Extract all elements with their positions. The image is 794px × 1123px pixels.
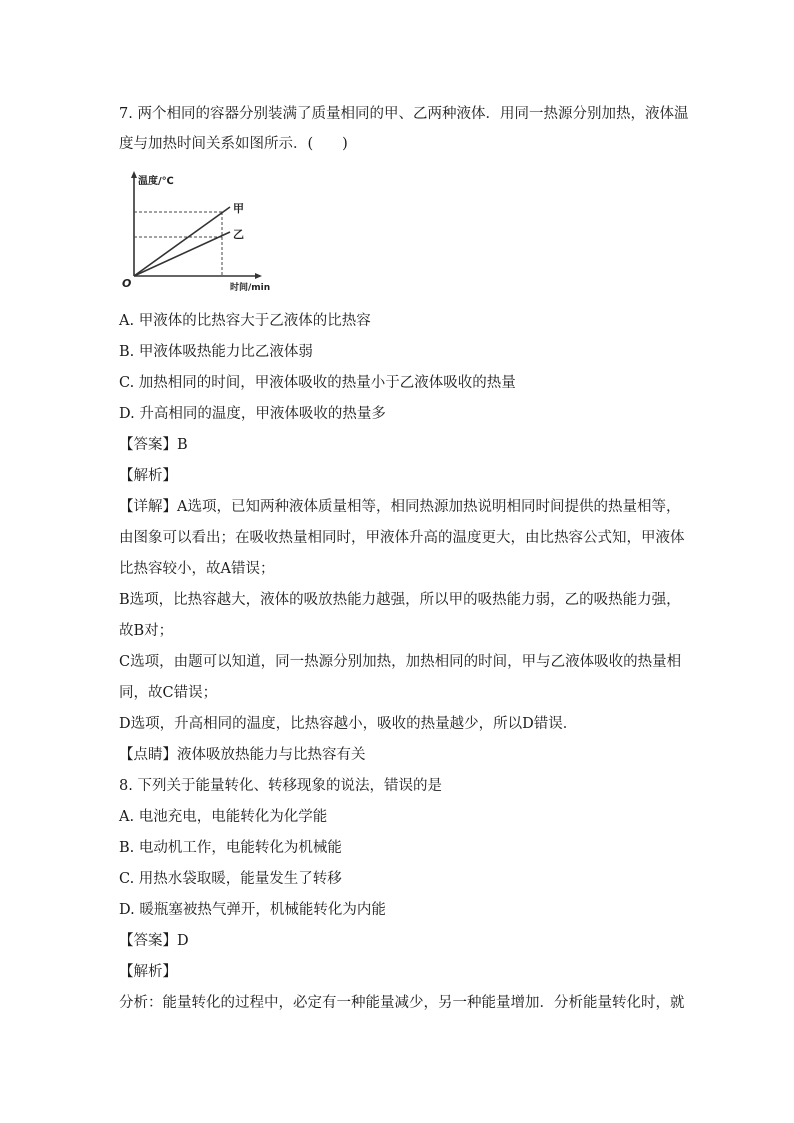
q7-detail-line2: 由图象可以看出；在吸收热量相同时，甲液体升高的温度更大，由比热容公式知，甲液体 — [119, 530, 685, 546]
q8-option-d: D. 暖瓶塞被热气弹开，机械能转化为内能 — [119, 902, 386, 918]
q7-option-d: D. 升高相同的温度，甲液体吸收的热量多 — [119, 406, 386, 422]
q8-answer: 【答案】D — [119, 933, 189, 949]
q7-detail-line3: 比热容较小，故A错误； — [119, 561, 275, 577]
q8-stem: 8. 下列关于能量转化、转移现象的说法，错误的是 — [119, 778, 442, 794]
q7-stem-line1: 7. 两个相同的容器分别装满了质量相同的甲、乙两种液体．用同一热源分别加热，液体温 — [119, 106, 689, 122]
line-jia-label: 甲 — [233, 202, 244, 215]
line-jia — [134, 207, 230, 276]
q7-detail-line7: 同，故C错误； — [119, 685, 218, 701]
q7-detail-line4: B选项，比热容越大，液体的吸放热能力越强，所以甲的吸热能力弱，乙的吸热能力强， — [119, 592, 681, 608]
q7-detail-line8: D选项，升高相同的温度，比热容越小，吸收的热量越少，所以D错误． — [119, 716, 578, 732]
x-axis-label: 时间/min — [230, 283, 271, 293]
q7-analysis-heading: 【解析】 — [119, 468, 177, 484]
q8-analysis-line1: 分析：能量转化的过程中，必定有一种能量减少，另一种能量增加．分析能量转化时，就 — [119, 995, 685, 1011]
q8-analysis-heading: 【解析】 — [119, 964, 177, 980]
q7-answer: 【答案】B — [119, 437, 188, 453]
q7-comment: 【点睛】液体吸放热能力与比热容有关 — [119, 747, 366, 763]
q8-option-b: B. 电动机工作，电能转化为机械能 — [119, 840, 342, 856]
q7-detail-line5: 故B对； — [119, 623, 174, 639]
line-yi-label: 乙 — [233, 228, 244, 241]
q7-option-b: B. 甲液体吸热能力比乙液体弱 — [119, 344, 313, 360]
y-axis-arrow — [131, 171, 137, 178]
origin-label: O — [122, 277, 132, 290]
q7-stem-line2: 度与加热时间关系如图所示．( ) — [119, 136, 348, 152]
y-axis-label: 温度/℃ — [138, 176, 174, 187]
line-yi — [134, 232, 230, 276]
q8-option-a: A. 电池充电，电能转化为化学能 — [119, 809, 328, 825]
q8-option-c: C. 用热水袋取暖，能量发生了转移 — [119, 871, 342, 887]
temperature-time-graph — [118, 168, 278, 294]
q7-detail-line1: 【详解】A选项，已知两种液体质量相等，相同热源加热说明相同时间提供的热量相等， — [119, 499, 681, 515]
q7-option-c: C. 加热相同的时间，甲液体吸收的热量小于乙液体吸收的热量 — [119, 375, 516, 391]
x-axis-arrow — [255, 273, 262, 279]
q7-option-a: A. 甲液体的比热容大于乙液体的比热容 — [119, 313, 371, 329]
q7-detail-line6: C选项，由题可以知道，同一热源分别加热，加热相同的时间，甲与乙液体吸收的热量相 — [119, 654, 682, 670]
